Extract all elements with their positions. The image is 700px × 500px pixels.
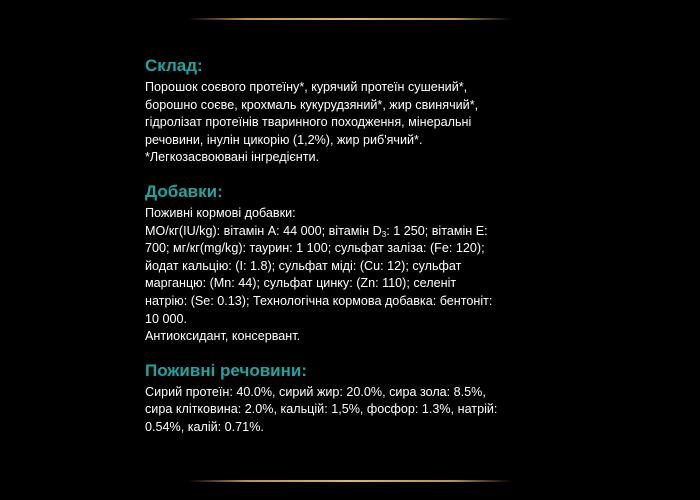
additives-line-part: : 1 250; вітамін Е: bbox=[386, 223, 488, 238]
additives-line: йодат кальцію: (I: 1.8); сульфат міді: (Cu: 12); сульфат bbox=[145, 258, 462, 273]
nutrients-section bbox=[145, 360, 565, 437]
composition-line: речовини, інулін цикорію (1,2%), жир риб'ячий*. bbox=[145, 132, 423, 147]
additives-line: Антиоксидант, консервант. bbox=[145, 329, 301, 344]
vitamin-d-subscript: 3 bbox=[381, 229, 387, 239]
nutrients-line: сира клітковина: 2.0%, кальцій: 1,5%, фосфор: 1.3%, натрій: bbox=[145, 402, 498, 417]
additives-heading: Добавки: bbox=[145, 181, 223, 201]
composition-footnote: *Легкозасвоювані інгредієнти. bbox=[145, 150, 320, 165]
composition-line: борошно соєве, крохмаль кукурудзяний*, жир свинячий*, bbox=[145, 97, 479, 112]
top-gold-divider bbox=[188, 18, 512, 20]
additives-line: натрію: (Se: 0.13); Технологічна кормова добавка: бентоніт: bbox=[145, 293, 493, 308]
additives-line: марганцю: (Mn: 44); сульфат цинку: (Zn: 110); селеніт bbox=[145, 276, 457, 291]
ingredients-panel bbox=[145, 55, 565, 437]
nutrients-line: Сирий протеїн: 40.0%, сирий жир: 20.0%, сира зола: 8.5%, bbox=[145, 384, 486, 399]
nutrients-line: 0.54%, калій: 0.71%. bbox=[145, 419, 264, 434]
additives-line: 10 000. bbox=[145, 311, 188, 326]
composition-heading: Склад: bbox=[145, 56, 203, 75]
composition-line: гідролізат протеїнів тваринного походження, мінеральні bbox=[145, 115, 472, 130]
bottom-gold-divider bbox=[188, 480, 512, 482]
additives-line-part: МО/кг(IU/kg): вітамін А: 44 000; вітамін D bbox=[145, 223, 382, 238]
additives-line: Поживні кормові добавки: bbox=[145, 205, 296, 220]
composition-section bbox=[145, 55, 565, 167]
nutrients-heading: Поживні речовини: bbox=[145, 360, 307, 380]
composition-line: Порошок соєвого протеїну*, курячий протеїн сушений*, bbox=[145, 80, 468, 94]
additives-vitamins-line bbox=[145, 223, 565, 241]
additives-line: 700; мг/кг(mg/kg): таурин: 1 100; сульфат заліза: (Fe: 120); bbox=[145, 241, 485, 256]
additives-section bbox=[145, 181, 565, 346]
